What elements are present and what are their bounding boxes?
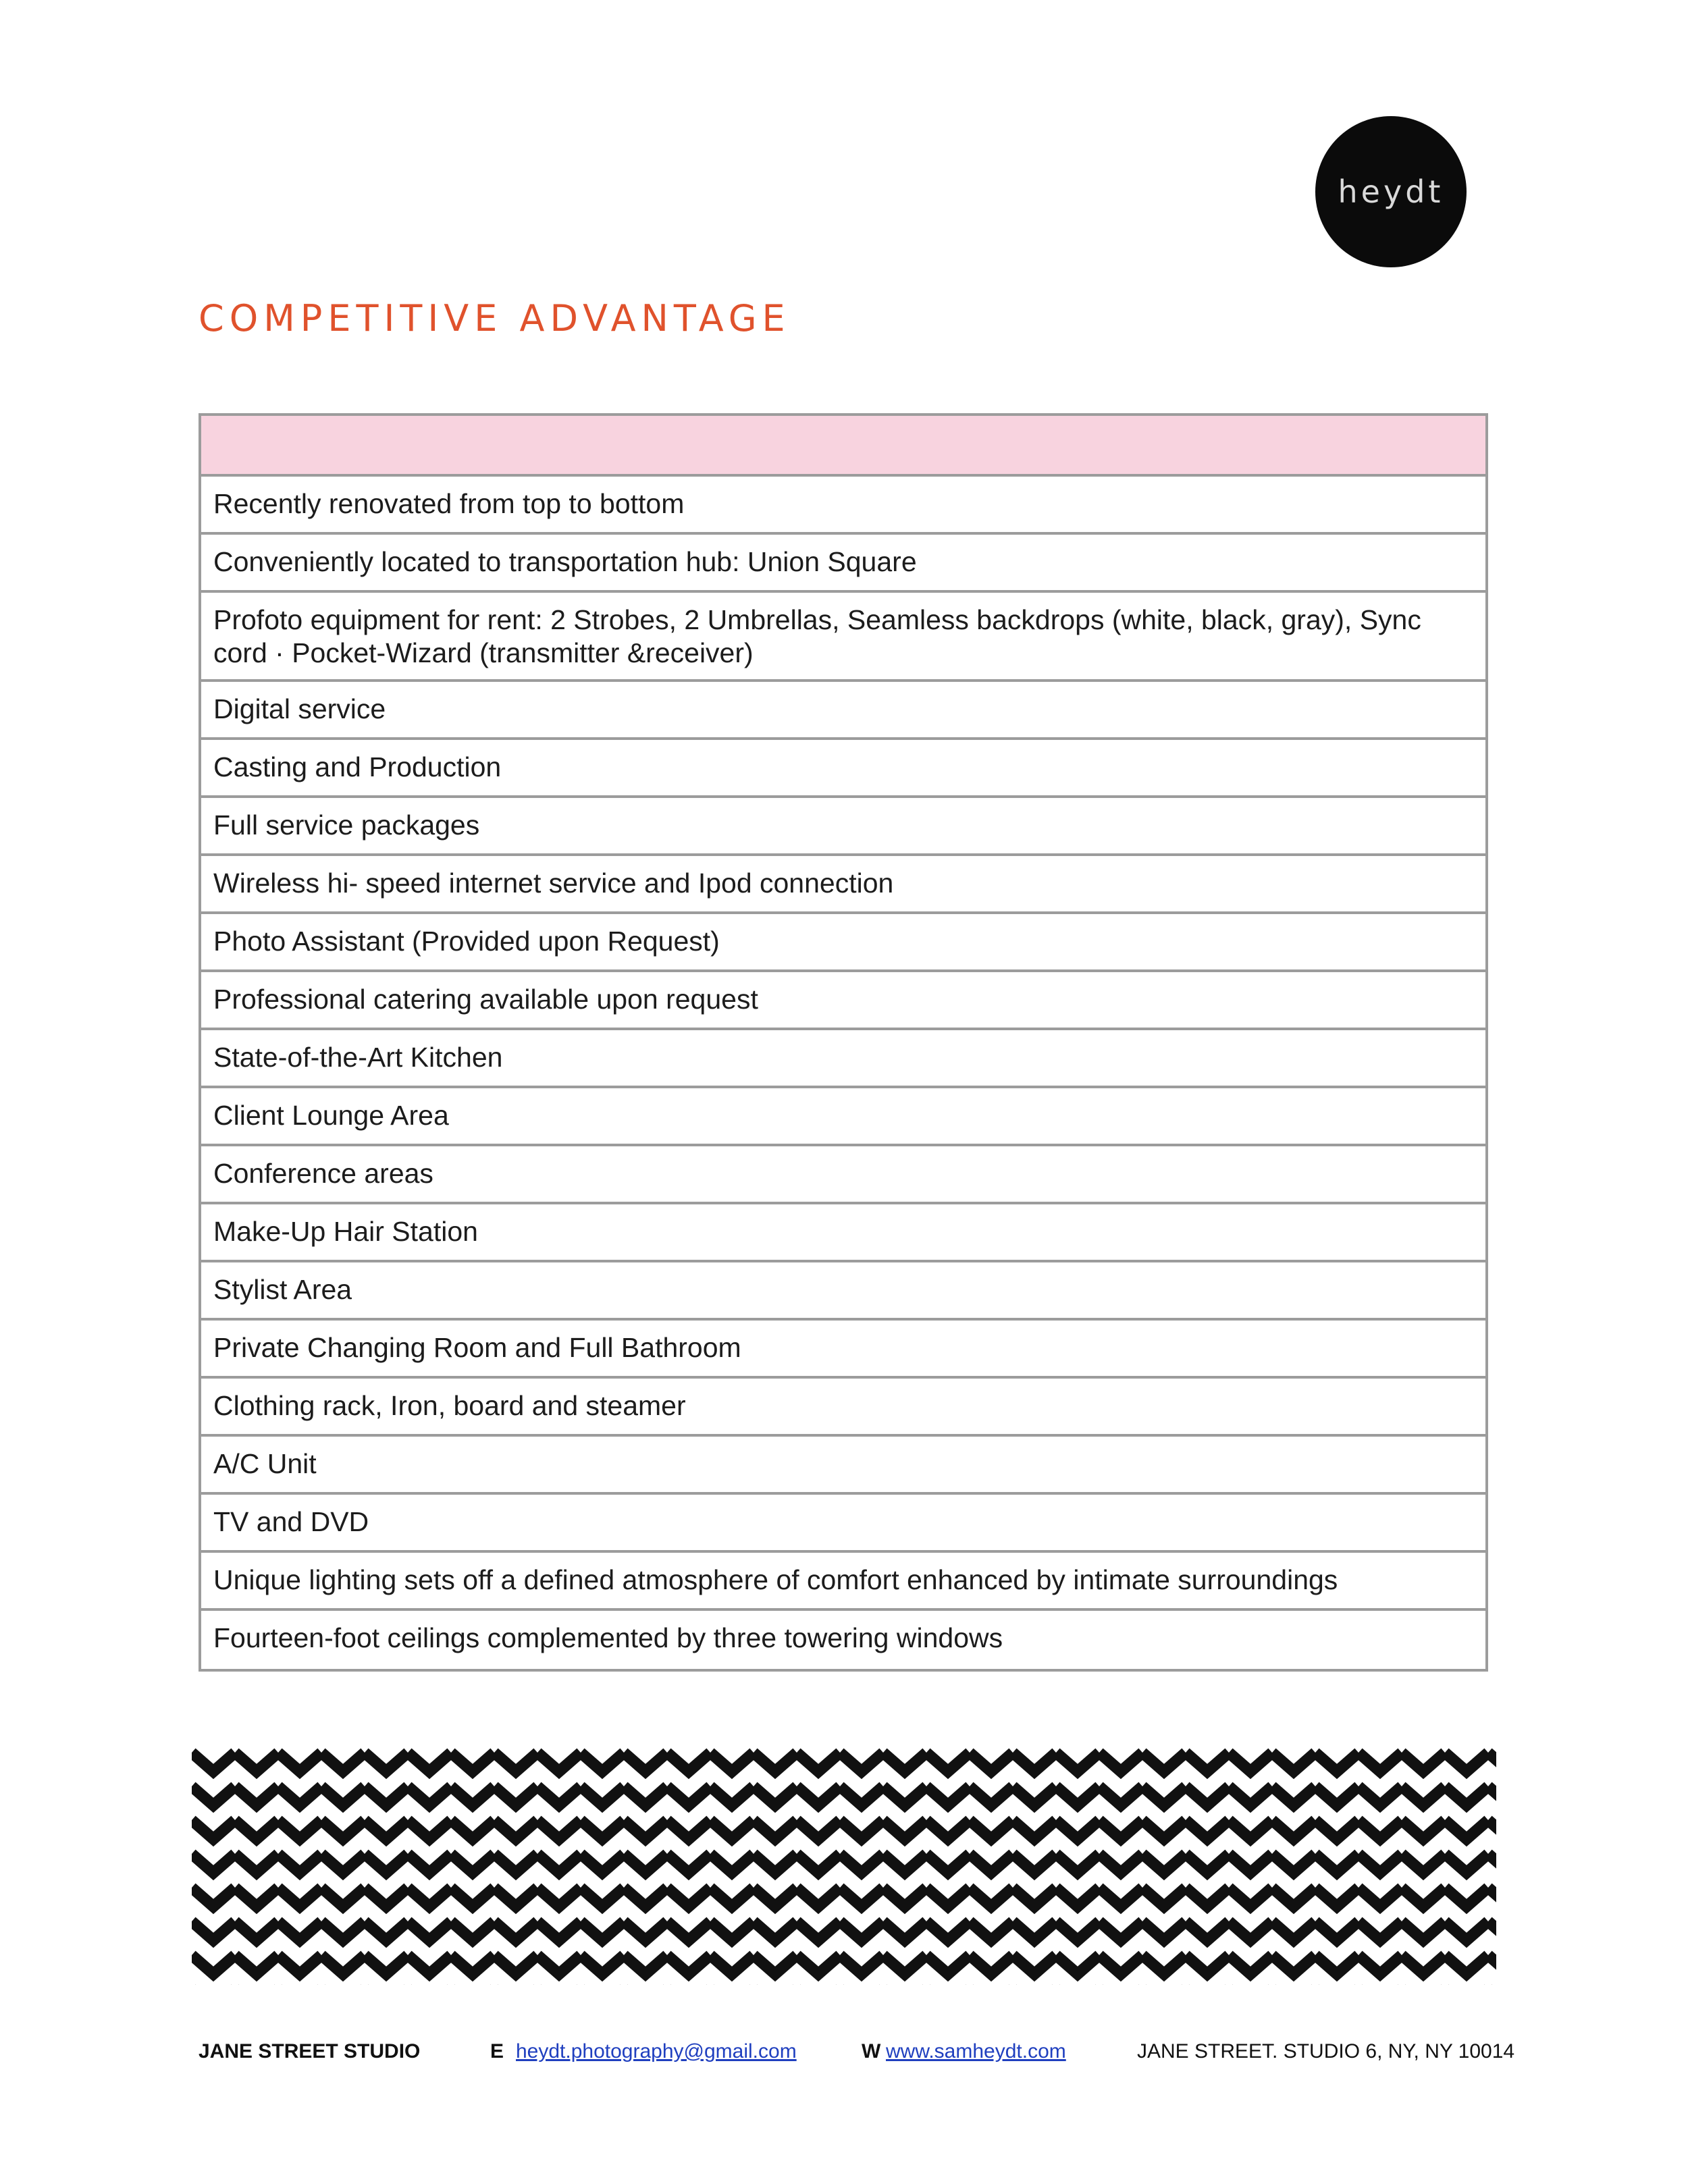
footer-studio-name: JANE STREET STUDIO <box>199 2040 421 2062</box>
logo-text: heydt <box>1338 174 1444 210</box>
footer-email-label: E <box>490 2040 504 2062</box>
table-row: Conference areas <box>201 1146 1485 1204</box>
table-row: A/C Unit <box>201 1437 1485 1495</box>
table-row: Private Changing Room and Full Bathroom <box>201 1321 1485 1379</box>
table-row: Recently renovated from top to bottom <box>201 477 1485 535</box>
page-title: COMPETITIVE ADVANTAGE <box>199 297 791 340</box>
footer-address: JANE STREET. STUDIO 6, NY, NY 10014 <box>1137 2040 1515 2062</box>
table-row: Profoto equipment for rent: 2 Strobes, 2 Umbrellas, Seamless backdrops (white, black, gray), Sync cord · Pocket-Wizard (transmitter &receiver) <box>201 593 1485 682</box>
table-row: Professional catering available upon request <box>201 972 1485 1030</box>
advantages-table <box>199 413 1488 1672</box>
table-header <box>201 416 1485 477</box>
table-row: State-of-the-Art Kitchen <box>201 1030 1485 1088</box>
footer-website-link[interactable]: www.samheydt.com <box>886 2040 1066 2062</box>
table-row: Make-Up Hair Station <box>201 1204 1485 1262</box>
heydt-logo <box>1315 116 1467 267</box>
table-row: TV and DVD <box>201 1495 1485 1553</box>
table-row: Unique lighting sets off a defined atmosphere of comfort enhanced by intimate surroundings <box>201 1553 1485 1611</box>
table-row: Full service packages <box>201 798 1485 856</box>
table-row: Client Lounge Area <box>201 1088 1485 1146</box>
table-row: Fourteen-foot ceilings complemented by three towering windows <box>213 1622 1003 1653</box>
table-row: Digital service <box>201 682 1485 740</box>
footer-email-link[interactable]: heydt.photography@gmail.com <box>516 2040 797 2062</box>
footer <box>199 2040 1515 2074</box>
table-row: Conveniently located to transportation hub: Union Square <box>201 535 1485 593</box>
chevron-pattern-banner <box>192 1747 1496 1985</box>
table-row: Casting and Production <box>201 740 1485 798</box>
table-row: Wireless hi- speed internet service and Ipod connection <box>201 856 1485 914</box>
table-row: Stylist Area <box>201 1262 1485 1321</box>
footer-web-label: W <box>862 2040 881 2062</box>
table-row: Clothing rack, Iron, board and steamer <box>201 1379 1485 1437</box>
table-row: Photo Assistant (Provided upon Request) <box>201 914 1485 972</box>
